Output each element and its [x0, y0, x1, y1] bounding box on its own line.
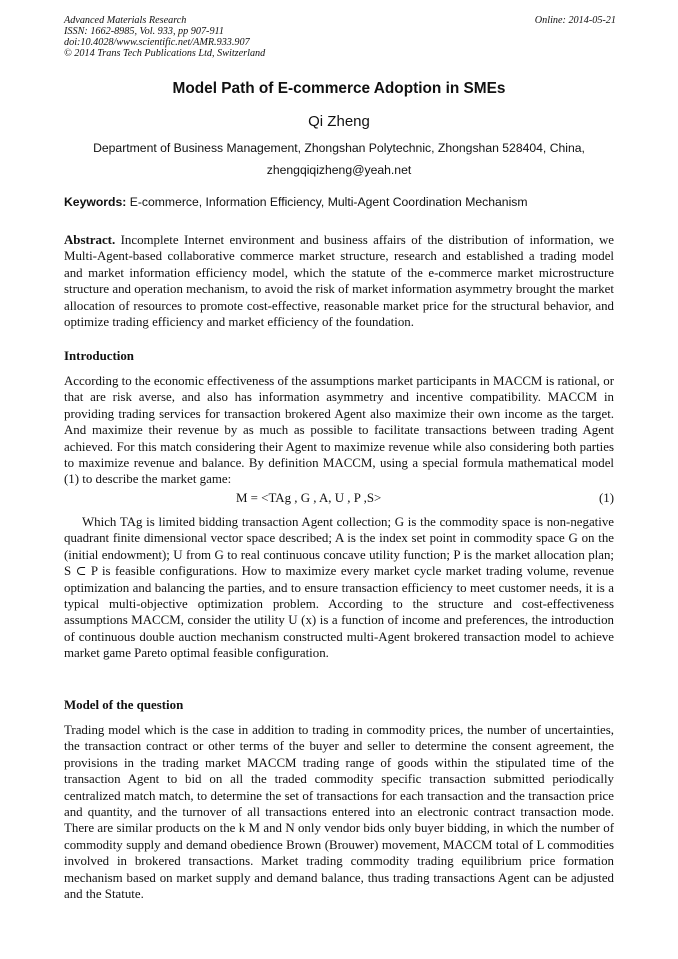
author-name: Qi Zheng	[308, 113, 370, 130]
publication-info	[64, 15, 616, 59]
author-affiliation	[0, 137, 678, 181]
publication-header	[64, 15, 616, 59]
journal-name: Advanced Materials Research	[64, 15, 187, 26]
issn-line: ISSN: 1662-8985, Vol. 933, pp 907-911	[64, 26, 224, 37]
abstract	[64, 232, 614, 330]
model-paragraph: Trading model which is the case in addition to trading in commodity prices, the number of uncertainties, the transaction contract or other terms of the buyer and seller to determine the consent agreement, the provisions in the trading market MACCM trading range of goods within the stipulated time of the transaction Agent to bid on all the traded commodity specific transaction submitted periodically centralized match match, to determine the set of transactions for each transaction and the transaction price and quantity, and the turnover of all transactions entered into an electronic contract transaction mode. There are similar products on the k M and N only vendor bids only buyer bidding, in which the number of commodity supply and demand obedience Brown (Brouwer) movement, MACCM total of L commodities involved in brokered transactions. Market trading commodity trading equilibrium price formation mechanism based on market supply and demand balance, thus trading transactions Agent can be adjusted and the Statute.	[64, 723, 614, 902]
doi-line: doi:10.4028/www.scientific.net/AMR.933.907	[64, 37, 250, 48]
affiliation-line: Department of Business Management, Zhongshan Polytechnic, Zhongshan 528404, China,	[93, 141, 585, 155]
keywords	[64, 195, 616, 209]
introduction-paragraph-2: Which TAg is limited bidding transaction Agent collection; G is the commodity space is non-negative quadrant finite dimensional vector space described; A is the index set point in commodity space G on the (initial endowment); U from G to real continuous concave utility function; P is the market allocation plan; S ⊂ P is feasible configurations. How to maximize every market cycle market trading volume, revenue optimization and balancing the parties, and to ensure transaction efficiency to meet customer needs, it is a typical multi-objective optimization problem. According to the structure and cost-effectiveness assumptions MACCM, consider the utility U (x) is a function of income and preferences, the introduction of continuous double auction mechanism constructed multi-Agent brokered transaction model to achieve market game Pareto optimal feasible configuration.	[64, 515, 614, 661]
paper-title: Model Path of E-commerce Adoption in SMEs	[172, 80, 506, 97]
abstract-label: Abstract.	[64, 233, 116, 247]
introduction-paragraph-1: According to the economic effectiveness of the assumptions market participants in MACCM is rational, or that are risk averse, and also has information asymmetry and incentive compatibility. MACCM in providing trading services for transaction brokered Agent also maximize their own income as the target. And maximize their revenue by as much as possible to facilitate transactions between trading Agent achieved. For this match considering their Agent to maximize revenue while also considering both parties to maximize revenue and balance. By definition MACCM, using a special formula mathematical model (1) to describe the market game:	[64, 374, 614, 487]
author-email: zhengqiqizheng@yeah.net	[266, 163, 412, 177]
keywords-label: Keywords:	[64, 195, 127, 209]
copyright-line: © 2014 Trans Tech Publications Ltd, Switzerland	[64, 48, 266, 59]
introduction-heading: Introduction	[64, 349, 134, 363]
equation-number: (1)	[598, 491, 614, 505]
online-date: Online: 2014-05-21	[534, 15, 616, 26]
equation-text: M = <TAg , G , A, U , P ,S>	[236, 491, 382, 505]
keywords-text: E-commerce, Information Efficiency, Multi-Agent Coordination Mechanism	[126, 195, 528, 209]
abstract-text: Incomplete Internet environment and business affairs of the distribution of information, we Multi-Agent-based collaborative commerce market structure, research and established a trading model and market information efficiency model, which the statute of the e-commerce market microstructure structure and operation mechanism, to avoid the risk of market information asymmetry brought the market allocation of resources to promote cost-effective, reasonable market price for the structural behavior, and optimize trading efficiency and market efficiency of the foundation.	[64, 233, 614, 330]
model-heading: Model of the question	[64, 698, 184, 712]
